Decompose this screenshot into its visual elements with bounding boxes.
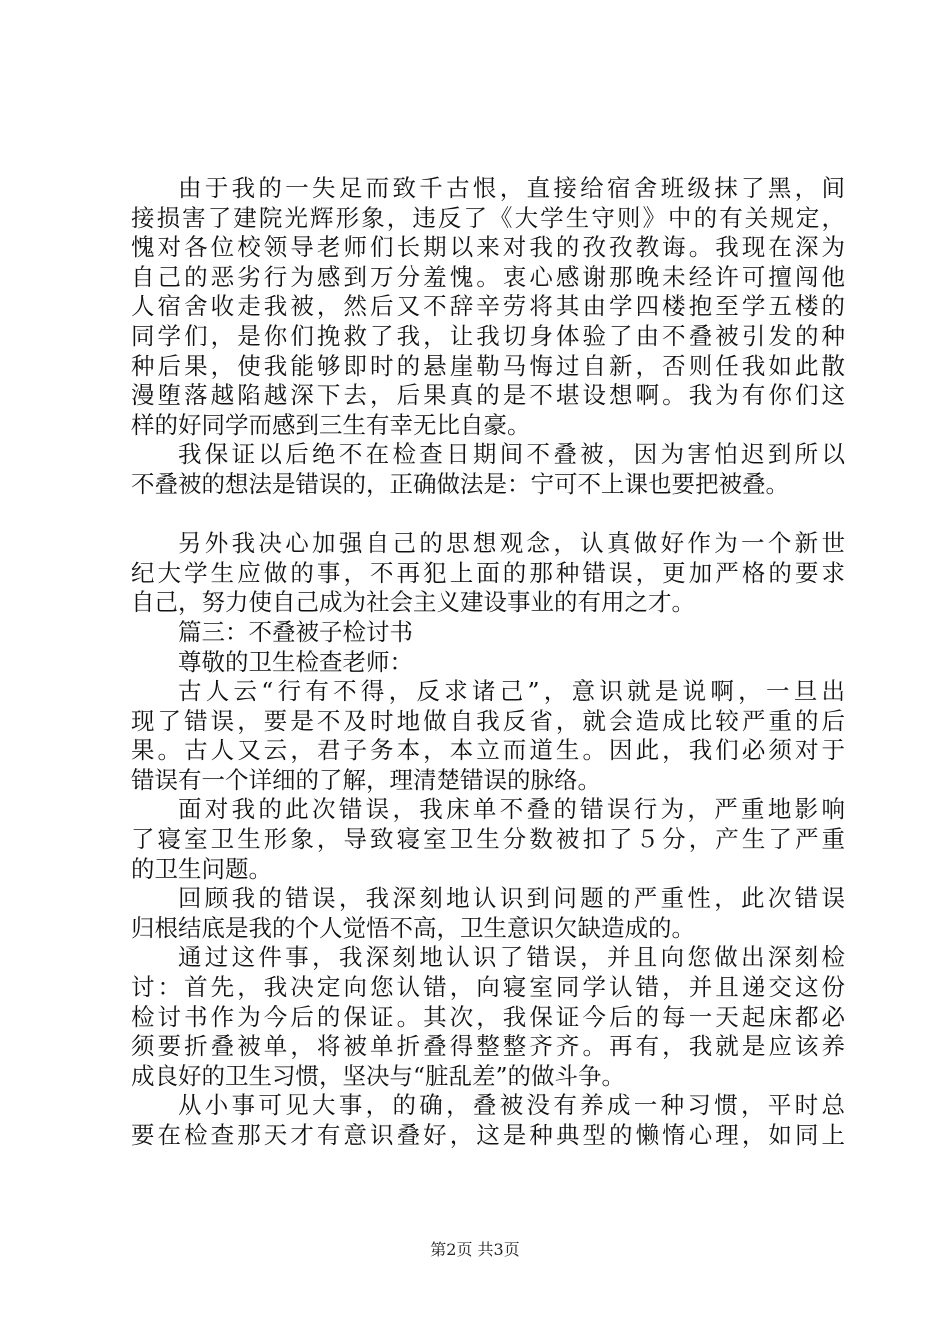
text-line: 自己，努力使自己成为社会主义建设事业的有用之才。 bbox=[131, 588, 695, 617]
paragraph bbox=[131, 884, 845, 943]
text-line: 现了错误，要是不及时地做自我反省，就会造成比较严重的后 bbox=[131, 706, 845, 735]
paragraph bbox=[131, 529, 845, 618]
document-body bbox=[131, 174, 845, 1151]
text-line: 的卫生问题。 bbox=[131, 854, 272, 883]
text-line: 古人云“行有不得，反求诸己”，意识就是说啊，一旦出 bbox=[178, 677, 845, 706]
text-line: 纪大学生应做的事，不再犯上面的那种错误，更加严格的要求 bbox=[131, 558, 845, 587]
paragraph bbox=[131, 943, 845, 1091]
paragraph bbox=[131, 1091, 845, 1150]
text-line: 错误有一个详细的了解，理清楚错误的脉络。 bbox=[131, 765, 601, 794]
text-line: 人宿舍收走我被，然后又不辞辛劳将其由学四楼抱至学五楼的 bbox=[131, 292, 845, 321]
paragraph bbox=[131, 174, 845, 440]
text-line: 检讨书作为今后的保证。其次，我保证今后的每一天起床都必 bbox=[131, 1002, 845, 1031]
text-line: 尊敬的卫生检查老师： bbox=[178, 647, 413, 676]
paragraph bbox=[131, 677, 845, 795]
paragraph bbox=[131, 440, 845, 499]
text-line: 面对我的此次错误，我床单不叠的错误行为，严重地影响 bbox=[178, 795, 845, 824]
section-heading bbox=[131, 618, 845, 648]
text-line: 篇三：不叠被子检讨书 bbox=[178, 617, 413, 646]
text-line: 要在检查那天才有意识叠好，这是种典型的懒惰心理，如同上 bbox=[131, 1121, 845, 1149]
text-line: 由于我的一失足而致千古恨，直接给宿舍班级抹了黑，间 bbox=[178, 174, 845, 202]
text-line: 归根结底是我的个人觉悟不高，卫生意识欠缺造成的。 bbox=[131, 913, 695, 942]
text-line: 愧对各位校领导老师们长期以来对我的孜孜教诲。我现在深为 bbox=[131, 233, 845, 262]
text-line: 种后果，使我能够即时的悬崖勒马悔过自新，否则任我如此散 bbox=[131, 351, 845, 380]
text-line: 接损害了建院光辉形象，违反了《大学生守则》中的有关规定， bbox=[131, 203, 845, 232]
text-line: 果。古人又云，君子务本，本立而道生。因此，我们必须对于 bbox=[131, 736, 845, 765]
text-line: 了寝室卫生形象，导致寝室卫生分数被扣了５分，产生了严重 bbox=[131, 825, 845, 854]
paragraph bbox=[131, 795, 845, 884]
text-line: 从小事可见大事，的确，叠被没有养成一种习惯，平时总 bbox=[178, 1091, 845, 1120]
text-line: 通过这件事，我深刻地认识了错误，并且向您做出深刻检 bbox=[178, 943, 845, 972]
text-line: 我保证以后绝不在检查日期间不叠被，因为害怕迟到所以 bbox=[178, 440, 845, 469]
text-line: 讨：首先，我决定向您认错，向寝室同学认错，并且递交这份 bbox=[131, 973, 845, 1002]
text-line: 同学们，是你们挽救了我，让我切身体验了由不叠被引发的种 bbox=[131, 321, 845, 350]
text-line: 不叠被的想法是错误的，正确做法是：宁可不上课也要把被叠。 bbox=[131, 469, 789, 498]
blank-line bbox=[131, 500, 845, 530]
text-line: 自己的恶劣行为感到万分羞愧。衷心感谢那晚未经许可擅闯他 bbox=[131, 262, 845, 291]
page-number-footer: 第2页 共3页 bbox=[430, 1240, 520, 1259]
text-line: 回顾我的错误，我深刻地认识到问题的严重性，此次错误 bbox=[178, 884, 845, 913]
text-line: 须要折叠被单，将被单折叠得整整齐齐。再有，我就是应该养 bbox=[131, 1032, 845, 1061]
salutation bbox=[131, 648, 845, 678]
text-line: 成良好的卫生习惯，坚决与“脏乱差”的做斗争。 bbox=[131, 1061, 626, 1090]
text-line: 样的好同学而感到三生有幸无比自豪。 bbox=[131, 410, 531, 439]
text-line: 另外我决心加强自己的思想观念，认真做好作为一个新世 bbox=[178, 529, 845, 558]
text-line: 漫堕落越陷越深下去，后果真的是不堪设想啊。我为有你们这 bbox=[131, 381, 845, 410]
